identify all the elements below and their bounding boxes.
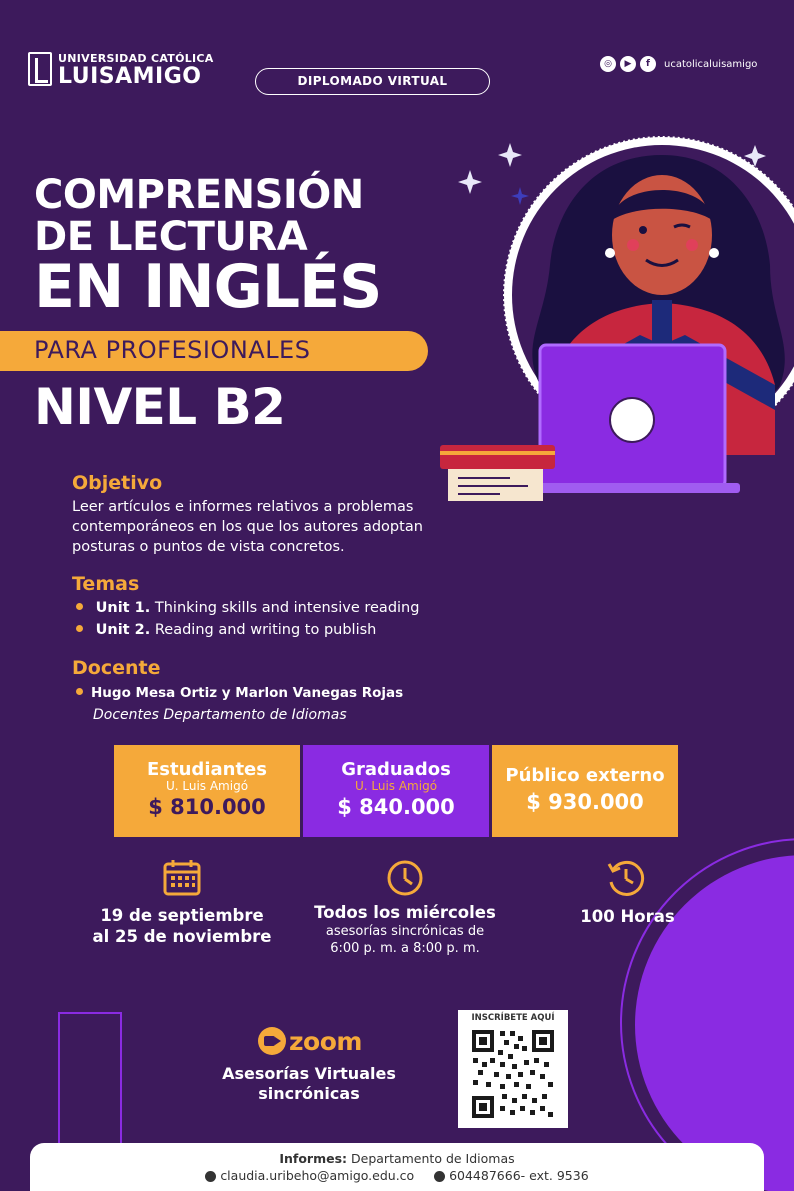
price-amount: $ 810.000	[148, 795, 266, 819]
price-label: Graduados	[341, 759, 451, 780]
zoom-camera-icon	[258, 1027, 286, 1055]
list-item	[76, 622, 376, 638]
phone-icon	[434, 1171, 445, 1182]
title-line2: DE LECTURA	[34, 214, 308, 260]
docente-role: Docentes Departamento de Idiomas	[93, 707, 347, 723]
zoom-wordmark: zoom	[289, 1026, 362, 1056]
qr-code-icon[interactable]	[470, 1028, 556, 1120]
subtitle-band	[0, 331, 428, 371]
qr-code-card[interactable]	[458, 1010, 568, 1128]
footer-phone[interactable]: 604487666- ext. 9536	[449, 1168, 589, 1183]
logo-line1: UNIVERSIDAD CATÓLICA	[58, 52, 214, 65]
zoom-logo	[258, 1026, 362, 1056]
objetivo-heading: Objetivo	[72, 472, 163, 494]
social-links	[600, 55, 757, 73]
price-label: Estudiantes	[147, 759, 267, 780]
program-type-pill: DIPLOMADO VIRTUAL	[255, 68, 490, 95]
level-title: NIVEL B2	[34, 378, 286, 436]
schedule-time	[295, 902, 515, 957]
objetivo-text: Leer artículos e informes relativos a problemas contemporáneos en los que los autores adoptan posturas o puntos de vista concretos.	[72, 499, 423, 555]
email-icon	[205, 1171, 216, 1182]
subtitle-text: PARA PROFESIONALES	[34, 336, 311, 364]
unit-text: Thinking skills and intensive reading	[154, 600, 420, 616]
temas-heading: Temas	[72, 573, 140, 595]
footer-informes	[30, 1151, 764, 1166]
docente-names: Hugo Mesa Ortiz y Marlon Vanegas Rojas	[76, 685, 403, 701]
price-label: Público externo	[505, 765, 665, 786]
time-title: Todos los miércoles	[314, 903, 496, 922]
docente-heading: Docente	[72, 657, 161, 679]
price-sublabel: U. Luis Amigó	[165, 779, 249, 793]
unit-label: Unit 2.	[95, 622, 151, 638]
decorative-rectangle	[58, 1012, 122, 1152]
schedule-dates	[82, 905, 282, 947]
footer-contact	[30, 1143, 764, 1191]
youtube-icon[interactable]: ▶	[620, 56, 636, 72]
woman-laptop-illustration	[440, 135, 794, 505]
price-sublabel: U. Luis Amigó	[354, 779, 438, 793]
instagram-icon[interactable]: ◎	[600, 56, 616, 72]
time-sub1: asesorías sincrónicas de	[325, 924, 485, 939]
unit-label: Unit 1.	[95, 600, 151, 616]
zoom-caption	[214, 1064, 404, 1104]
title-line3: EN INGLÉS	[34, 252, 382, 322]
footer-contact-row	[30, 1168, 764, 1183]
university-logo[interactable]	[28, 50, 218, 90]
price-card-publico-externo	[492, 745, 678, 837]
qr-label: INSCRÍBETE AQUÍ	[471, 1013, 555, 1023]
social-handle[interactable]: ucatolicaluisamigo	[664, 58, 758, 70]
price-card-graduados	[303, 745, 489, 837]
facebook-icon[interactable]: f	[640, 56, 656, 72]
hours-text: 100 Horas	[580, 907, 675, 926]
logo-line2: LUISAMIGO	[58, 64, 202, 89]
price-amount: $ 840.000	[337, 795, 455, 819]
zoom-caption-line2: sincrónicas	[258, 1084, 360, 1103]
price-card-estudiantes	[114, 745, 300, 837]
footer-department: Departamento de Idiomas	[351, 1151, 515, 1166]
date-line2: al 25 de noviembre	[92, 927, 272, 946]
list-item	[76, 600, 419, 616]
footer-email[interactable]: claudia.uribeho@amigo.edu.co	[220, 1168, 415, 1183]
history-clock-icon	[605, 858, 645, 898]
clock-icon	[385, 858, 425, 898]
total-hours	[560, 906, 695, 927]
logo-mark-icon	[28, 52, 52, 86]
calendar-icon	[162, 858, 202, 898]
unit-text: Reading and writing to publish	[154, 622, 377, 638]
price-amount: $ 930.000	[526, 790, 644, 814]
zoom-caption-line1: Asesorías Virtuales	[222, 1064, 396, 1083]
footer-label: Informes:	[279, 1151, 348, 1166]
date-line1: 19 de septiembre	[100, 906, 264, 925]
time-sub2: 6:00 p. m. a 8:00 p. m.	[330, 941, 480, 956]
title-line1: COMPRENSIÓN	[34, 172, 364, 218]
